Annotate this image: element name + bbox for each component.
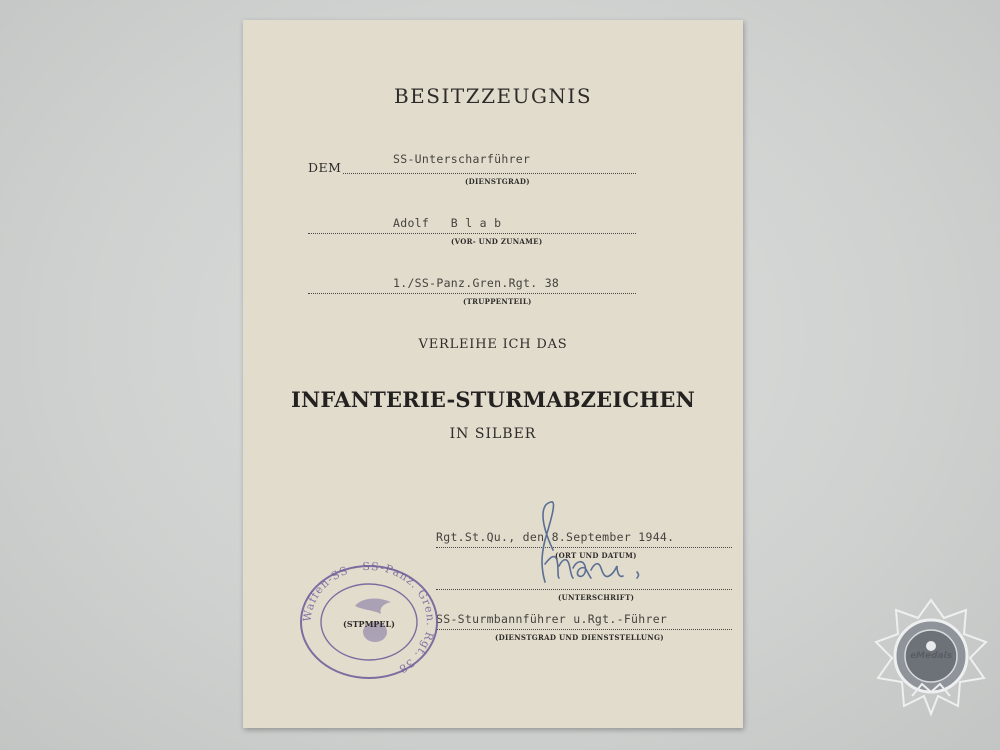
watermark-brand: eMedals: [909, 651, 953, 661]
stamp-caption: (STPMPEL): [343, 619, 395, 629]
document-title: BESITZZEUGNIS: [393, 84, 593, 108]
rank-value: SS-Unterscharführer: [393, 152, 531, 166]
place-date-caption: (ORT UND DATUM): [555, 551, 637, 560]
unit-value: 1./SS-Panz.Gren.Rgt. 38: [393, 276, 560, 290]
signature-caption: (UNTERSCHRIFT): [558, 593, 635, 602]
name-caption: (VOR- UND ZUNAME): [451, 237, 543, 246]
name-value: Adolf B l a b: [393, 216, 502, 230]
signer-dotted-line: [436, 629, 732, 630]
award-name: INFANTERIE-STURMABZEICHEN: [291, 387, 695, 412]
official-stamp: [295, 562, 443, 682]
emedals-watermark: [872, 596, 990, 718]
unit-dotted-line: [308, 293, 636, 294]
certificate-document: [243, 20, 743, 728]
unit-caption: (TRUPPENTEIL): [463, 297, 532, 306]
rank-caption: (DIENSTGRAD): [465, 177, 530, 186]
dem-label: DEM: [308, 160, 342, 175]
place-date-value: Rgt.St.Qu., den 8.September 1944.: [436, 530, 675, 544]
name-dotted-line: [308, 233, 636, 234]
rank-dotted-line: [343, 173, 636, 174]
signer-value: SS-Sturmbannführer u.Rgt.-Führer: [436, 612, 668, 626]
verleihe-text: VERLEIHE ICH DAS: [418, 337, 568, 352]
signer-caption: (DIENSTGRAD UND DIENSTSTELLUNG): [495, 633, 664, 642]
award-grade: IN SILBER: [449, 426, 537, 442]
stamp-ring-text: Waffen-SS · SS-Panz. Gren. Rgt. 38: [300, 562, 438, 677]
handwritten-signature: [533, 490, 673, 590]
